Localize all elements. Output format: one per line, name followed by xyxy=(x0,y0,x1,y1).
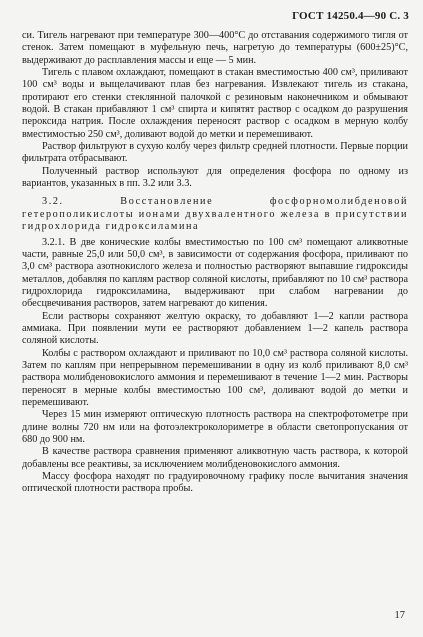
paragraph: Через 15 мин измеряют оптическую плотность раствора на спектрофотометре при длине волны 720 нм или на фотоэлектроколориметре в области светопропускания от 680 до 900 нм. xyxy=(22,409,408,445)
page-header: ГОСТ 14250.4—90 С. 3 xyxy=(292,10,409,22)
paragraph: Полученный раствор используют для определения фосфора по одному из вариантов, указанных в пп. 3.2 или 3.3. xyxy=(22,165,408,190)
section-heading: 3.2. Восстановление фосфорномолибденовой гетерополикислоты ионами двухвалентного железа в присутствии гидрохлорида гидроксиламина xyxy=(22,196,408,233)
document-body xyxy=(22,30,408,496)
paragraph: В качестве раствора сравнения применяют аликвотную часть раствора, к которой добавлены все реактивы, за исключением молибденовокислого аммония. xyxy=(22,446,408,470)
paragraph: Колбы с раствором охлаждают и приливают по 10,0 см³ раствора соляной кислоты. Затем по каплям при непрерывном перемешивании в одну из колб приливают 8,0 см³ раствора молибденовокислого аммония и перемешивают в течение 1—2 мин. Растворы переносят в мерные колбы вместимостью 100 см³, доливают водой до метки и перемешивают. xyxy=(22,347,408,408)
page-number: 17 xyxy=(394,610,405,621)
paragraph: 3.2.1. В две конические колбы вместимостью по 100 см³ помещают аликвотные части, равные 25,0 или 50,0 см³, в зависимости от содержания фосфора, приливают по 3,0 см³ раствора азотнокислого железа и полностью растворяют выпавшие гидроксиды металлов, добавляя по каплям раствор соляной кислоты, прибавляют по 10 см³ раствора гидрохлорида гидроксиламина, выдерживают при слабом нагревании до обесцвечивания растворов, затем нагревают до кипения. xyxy=(22,236,408,310)
paragraph: Раствор фильтруют в сухую колбу через фильтр средней плотности. Первые порции фильтрата отбрасывают. xyxy=(22,141,408,165)
paragraph: Тигель с плавом охлаждают, помещают в стакан вместимостью 400 см³, приливают 100 см³ воды и выщелачивают плав без нагревания. Извлекают тигель из стакана, протирают его стенки стеклянной палочкой с резиновым наконечником и обмывают водой. В стакан прибавляют 1 см³ спирта и кипятят раствор с осадком до разрушения пероксида натрия. После охлаждения переносят раствор с осадком в мерную колбу вместимостью 250 см³, доливают водой до метки и перемешивают. xyxy=(22,67,408,140)
paragraph: Если растворы сохраняют желтую окраску, то добавляют 1—2 капли раствора аммиака. При появлении мути ее растворяют добавлением 1—2 капель раствора соляной кислоты. xyxy=(22,310,408,347)
paragraph: си. Тигель нагревают при температуре 300—400°С до отставания содержимого тигля от стенок. Затем помещают в муфельную печь, нагретую до температуры (600±25)°С, выдерживают до расплавления массы и еще — 5 мин. xyxy=(22,30,408,66)
paragraph: Массу фосфора находят по градуировочному графику после вычитания значения оптической плотности раствора пробы. xyxy=(22,471,408,495)
